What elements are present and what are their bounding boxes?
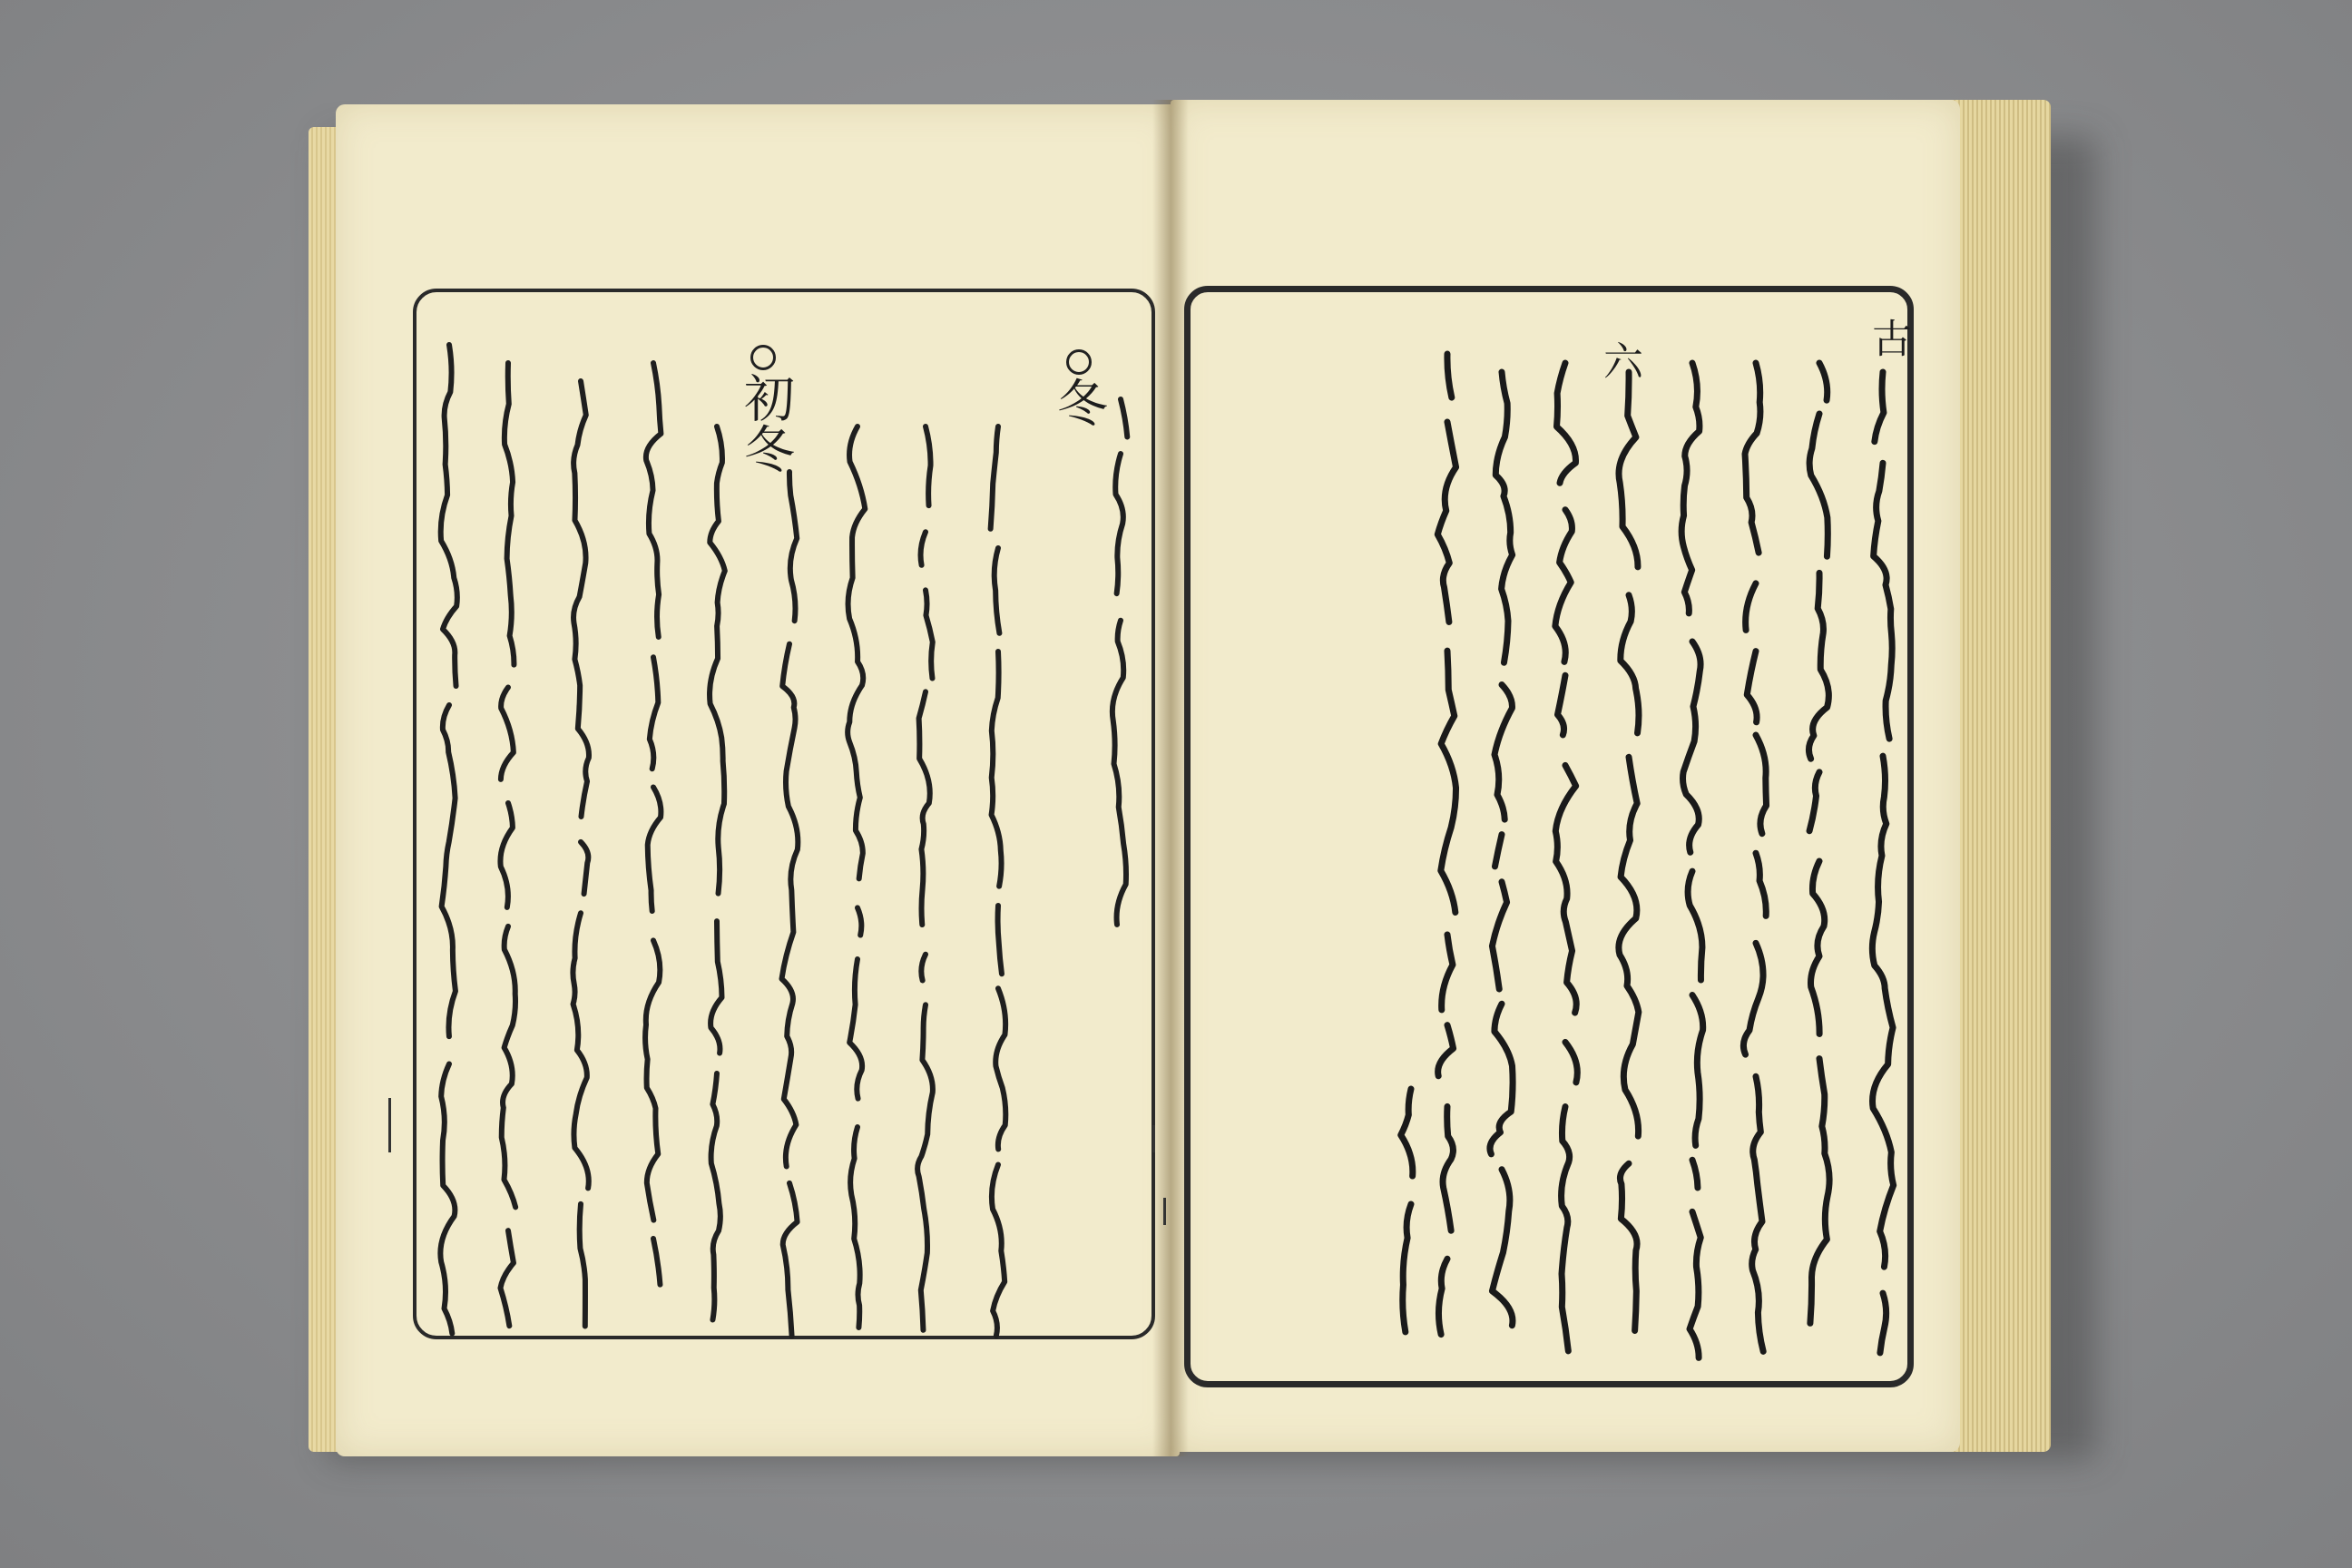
handwritten-column — [710, 426, 725, 1319]
handwritten-column — [1872, 372, 1893, 1353]
handwritten-column — [1681, 363, 1703, 1357]
handwritten-column — [991, 426, 1006, 1336]
handwritten-column — [645, 363, 661, 1285]
handwritten-column — [1490, 372, 1513, 1326]
handwritten-column — [1743, 363, 1766, 1351]
handwritten-column — [440, 345, 456, 1334]
handwritten-column — [917, 426, 933, 1330]
handwritten-column — [1112, 399, 1127, 925]
subsection-heading-mark: 初冬 — [736, 372, 795, 474]
handwritten-column — [1619, 372, 1639, 1346]
handwritten-column — [1437, 354, 1455, 1335]
handwritten-column — [1808, 363, 1829, 1354]
handwritten-column — [781, 472, 798, 1336]
handwritten-column — [848, 426, 865, 1328]
right-column-mark: 古 — [1865, 318, 1911, 358]
handwritten-column — [500, 363, 515, 1326]
section-heading-mark: 冬 — [1049, 377, 1108, 427]
right-column-mark: 六 — [1596, 340, 1642, 380]
handwritten-column — [1555, 363, 1577, 1351]
handwritten-column — [573, 381, 589, 1327]
handwritten-column — [1401, 1089, 1413, 1332]
